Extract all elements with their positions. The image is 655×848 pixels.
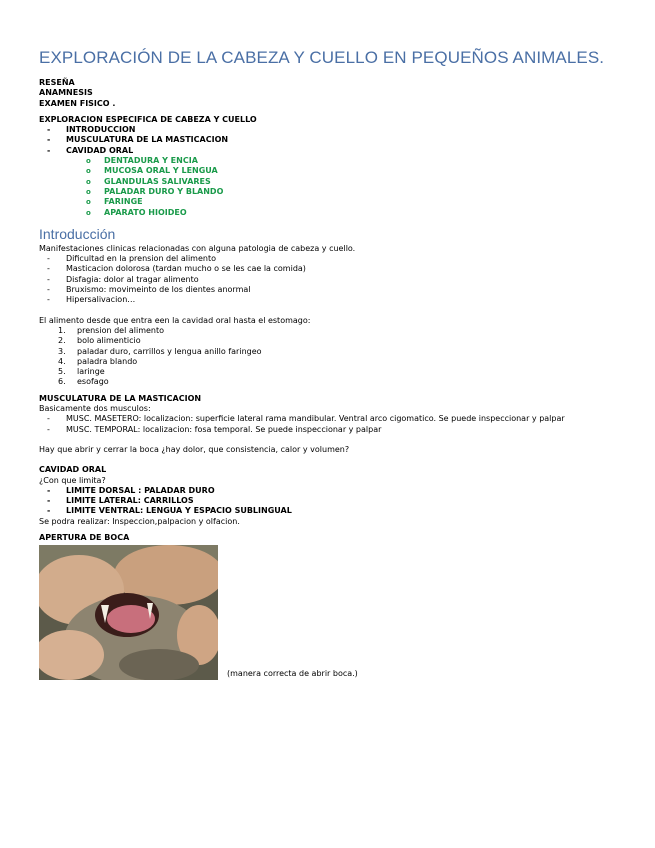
list-item: - Hipersalivacion…	[39, 295, 619, 305]
list-item: - Disfagia: dolor al tragar alimento	[39, 275, 619, 285]
document-page	[39, 48, 619, 680]
musculos-list	[39, 414, 619, 435]
list-item: - MUSCULATURA DE LA MASTICACION	[39, 135, 619, 145]
musculatura-heading: MUSCULATURA DE LA MASTICACION	[39, 393, 202, 403]
list-item: - LIMITE LATERAL: CARRILLOS	[39, 496, 619, 506]
list-item: 2. bolo alimenticio	[58, 336, 141, 346]
especifica-section	[39, 115, 619, 218]
musculatura-section	[39, 394, 619, 455]
path-lead: El alimento desde que entra een la cavidad oral hasta el estomago:	[39, 315, 311, 325]
cavidad-section	[39, 465, 619, 527]
cavidad-heading: CAVIDAD ORAL	[39, 465, 107, 475]
list-item: - LIMITE VENTRAL: LENGUA Y ESPACIO SUBLINGUAL	[39, 506, 619, 516]
path-list	[39, 326, 619, 388]
especifica-list	[39, 125, 619, 156]
intro-line: EXAMEN FISICO .	[39, 98, 116, 108]
musculatura-question: Hay que abrir y cerrar la boca ¿hay dolor, que consistencia, calor y volumen?	[39, 444, 350, 454]
limites-list	[39, 486, 619, 517]
sublist-item: o MUCOSA ORAL Y LENGUA	[39, 166, 619, 176]
list-item: 4. paladra blando	[58, 356, 138, 366]
list-item: - Dificultad en la prension del alimento	[39, 254, 619, 264]
intro-line: ANAMNESIS	[39, 88, 93, 98]
photo-caption: (manera correcta de abrir boca.)	[227, 668, 358, 678]
cavidad-sublist	[39, 156, 619, 218]
introduccion-lead: Manifestaciones clinicas relacionadas con alguna patologia de cabeza y cuello.	[39, 243, 356, 253]
mouth-opening-photo	[39, 545, 218, 680]
manifestaciones-list	[39, 254, 619, 305]
introduccion-heading: Introducción	[39, 225, 116, 242]
list-item: 5. laringe	[58, 367, 105, 377]
list-item: 6. esofago	[58, 377, 109, 387]
especifica-heading: EXPLORACION ESPECIFICA DE CABEZA Y CUELLO	[39, 114, 257, 124]
introduccion-section	[39, 244, 619, 388]
musculatura-lead: Basicamente dos musculos:	[39, 404, 151, 414]
list-item: - MUSC. TEMPORAL: localizacion: fosa temporal. Se puede inspeccionar y palpar	[39, 425, 619, 435]
intro-block	[39, 78, 619, 109]
apertura-heading: APERTURA DE BOCA	[39, 532, 130, 542]
list-item: - MUSC. MASETERO: localizacion: superficie lateral rama mandibular. Ventral arco cigomatico. Se puede inspeccionar y palpar	[39, 414, 619, 424]
list-item: - Bruxismo: movimeinto de los dientes anormal	[39, 285, 619, 295]
apertura-row	[39, 545, 619, 680]
sublist-item: o PALADAR DURO Y BLANDO	[39, 187, 619, 197]
list-item: - INTRODUCCION	[39, 125, 619, 135]
apertura-section	[39, 533, 619, 680]
list-item: - CAVIDAD ORAL	[39, 146, 619, 156]
cavidad-lead: ¿Con que limita?	[39, 475, 106, 485]
list-item: - LIMITE DORSAL : PALADAR DURO	[39, 486, 619, 496]
document-title: EXPLORACIÓN DE LA CABEZA Y CUELLO EN PEQUEÑOS ANIMALES.	[39, 48, 605, 67]
sublist-item: o DENTADURA Y ENCIA	[39, 156, 619, 166]
list-item: 1. prension del alimento	[58, 325, 165, 335]
sublist-item: o GLANDULAS SALIVARES	[39, 177, 619, 187]
intro-line: RESEÑA	[39, 78, 75, 87]
sublist-item: o FARINGE	[39, 197, 619, 207]
sublist-item: o APARATO HIOIDEO	[39, 208, 619, 218]
list-item: - Masticacion dolorosa (tardan mucho o se les cae la comida)	[39, 264, 619, 274]
list-item: 3. paladar duro, carrillos y lengua anillo faringeo	[58, 346, 262, 356]
cavidad-tail: Se podra realizar: Inspeccion,palpacion y olfacion.	[39, 516, 240, 526]
